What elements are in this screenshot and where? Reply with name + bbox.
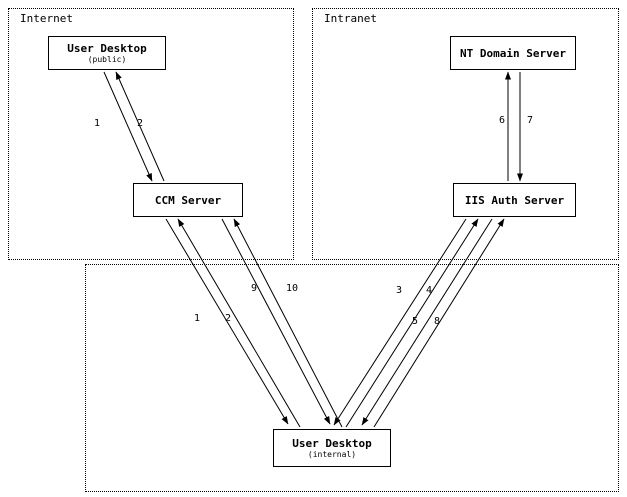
- node-title: NT Domain Server: [460, 46, 566, 60]
- node-subtitle: (internal): [307, 449, 357, 459]
- edge-label-5: 5: [412, 316, 419, 327]
- node-nt-domain-server[interactable]: [450, 36, 576, 70]
- node-title: User Desktop: [292, 436, 372, 450]
- edge-label-1-bottom: 1: [194, 313, 201, 324]
- zone-intranet-label: Intranet: [324, 12, 377, 25]
- node-iis-auth-server[interactable]: [453, 183, 576, 217]
- edge-label-4: 4: [426, 285, 433, 296]
- edge-label-7: 7: [527, 115, 534, 126]
- node-subtitle: (public): [87, 54, 127, 64]
- edge-label-9: 9: [251, 283, 258, 294]
- node-ccm-server[interactable]: [133, 183, 243, 217]
- edge-label-6: 6: [499, 115, 506, 126]
- zone-internet-label: Internet: [20, 12, 73, 25]
- edge-label-10: 10: [286, 283, 299, 294]
- node-title: CCM Server: [154, 193, 222, 207]
- edge-label-8: 8: [434, 316, 441, 327]
- edge-label-3: 3: [396, 285, 403, 296]
- edge-label-2-bottom: 2: [225, 313, 232, 324]
- edge-label-1-top: 1: [94, 118, 101, 129]
- node-user-desktop-internal[interactable]: [273, 429, 391, 467]
- node-title: User Desktop: [67, 41, 147, 55]
- node-user-desktop-public[interactable]: [48, 36, 166, 70]
- edge-label-2-top: 2: [137, 118, 144, 129]
- node-title: IIS Auth Server: [464, 193, 565, 207]
